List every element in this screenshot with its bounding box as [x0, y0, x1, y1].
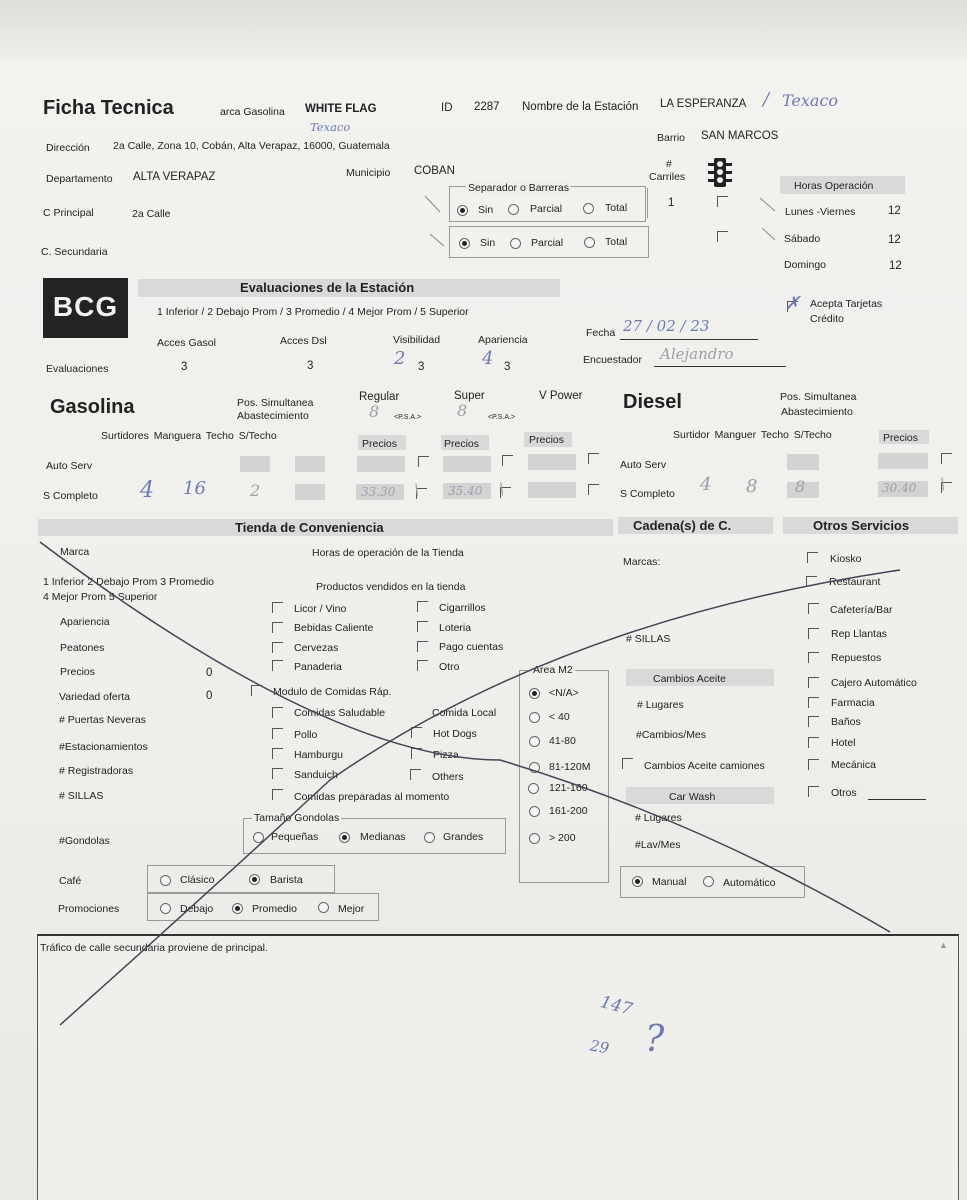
eval-col-acces-dsl: Acces Dsl — [280, 335, 327, 347]
otros-banos-label: Baños — [831, 716, 861, 728]
csecundaria-label: C. Secundaria — [41, 246, 108, 258]
horas-row-2-hours: 12 — [889, 260, 902, 272]
diesel-scomp-hw-manguer: 8 — [746, 476, 758, 497]
horas-row-1-day: Sábado — [784, 233, 821, 245]
fecha-label: Fecha — [586, 327, 616, 339]
gasolina-scomp-hw-techo: 2 — [250, 481, 261, 500]
tienda-marca-label: Marca — [60, 546, 90, 558]
prod-panaderia-label: Panaderia — [294, 661, 342, 673]
area-lt40-label: < 40 — [549, 711, 570, 723]
gasolina-precios-2: Precios — [444, 438, 480, 450]
id-value: 2287 — [474, 101, 500, 113]
area-81-120-label: 81-120M — [549, 761, 591, 773]
acepta-check-mark: ✗ — [785, 293, 801, 314]
tamano-grandes-label: Grandes — [443, 831, 484, 843]
tamano-medianas-label: Medianas — [360, 831, 406, 843]
area-41-80-label: 41-80 — [549, 735, 576, 747]
cambios-lugares-label: # Lugares — [637, 699, 684, 711]
tienda-row-puertas: # Puertas Neveras — [59, 714, 146, 726]
diesel-scomp-label: S Completo — [620, 488, 675, 500]
encuestador-handwritten: Alejandro — [660, 345, 734, 363]
carwash-lugares-label: # Lugares — [635, 812, 682, 824]
barrio-label: Barrio — [657, 132, 686, 144]
comida-saludable-label: Comidas Saludable — [294, 707, 386, 719]
separador1-sin-label: Sin — [478, 204, 494, 216]
diesel-scomp-hw-price: 30.40 — [882, 481, 917, 495]
eval-col-visibilidad: Visibilidad — [393, 334, 441, 346]
tamano-pequenas-label: Pequeñas — [271, 831, 319, 843]
carwash-manual-label: Manual — [652, 876, 687, 888]
eval-col-acces-gasol: Acces Gasol — [157, 337, 216, 349]
cadena-title: Cadena(s) de C. — [633, 518, 732, 533]
otros-title: Otros Servicios — [813, 518, 910, 533]
municipio-label: Municipio — [346, 167, 391, 179]
eval-value-acces-dsl: 3 — [307, 360, 314, 372]
marca-label: arca Gasolina — [220, 106, 285, 118]
promo-debajo-label: Debajo — [180, 903, 214, 915]
gasolina-scomp-hw-manguera: 16 — [183, 478, 206, 499]
nombre-handwritten-slash: / — [763, 89, 770, 110]
horas-title: Horas Operación — [794, 180, 874, 192]
horas-row-0-hours: 12 — [888, 205, 901, 217]
cambios-camiones-label: Cambios Aceite camiones — [644, 760, 765, 772]
comida-hotdogs-label: Hot Dogs — [433, 728, 477, 740]
carwash-lav-label: #Lav/Mes — [635, 839, 681, 851]
tienda-row-precios: Precios — [60, 666, 96, 678]
tienda-scale-2: 4 Mejor Prom 5 Superior — [43, 591, 158, 603]
area-121-160-label: 121-160 — [549, 782, 588, 794]
comida-others-label: Others — [432, 771, 464, 783]
eval-col-apariencia: Apariencia — [478, 334, 528, 346]
diesel-auto-label: Auto Serv — [620, 459, 667, 471]
gasolina-pos-sim: Pos. Simultanea — [237, 397, 314, 409]
acepta-label: Acepta Tarjetas — [810, 298, 883, 310]
otros-otros-label: Otros — [831, 787, 857, 799]
nombre-handwritten: Texaco — [782, 91, 839, 110]
comidas-prep-label: Comidas preparadas al momento — [294, 791, 450, 803]
comida-pizza-label: Pizza — [433, 749, 459, 761]
promociones-label: Promociones — [58, 903, 120, 915]
diesel-abast: Abastecimiento — [781, 406, 853, 418]
comida-hamburgu-label: Hamburgu — [294, 749, 344, 761]
otros-mecanica-label: Mecánica — [831, 759, 876, 771]
otros-hotel-label: Hotel — [831, 737, 856, 749]
diesel-scomp-mark: \ — [940, 474, 946, 493]
cprincipal-value: 2a Calle — [132, 208, 171, 220]
eval-value-apariencia: 3 — [504, 361, 511, 373]
cafe-clasico-label: Clásico — [180, 874, 215, 886]
tienda-horas-label: Horas de operación de la Tienda — [312, 547, 464, 559]
tienda-scale-1: 1 Inferior 2 Debajo Prom 3 Promedio — [43, 576, 214, 588]
eval-hw-apariencia: 4 — [482, 348, 494, 369]
tienda-row-peatones: Peatones — [60, 642, 105, 654]
tamano-label: Tamaño Gondolas — [254, 812, 340, 824]
gasolina-scomp-mark-2: \ — [499, 479, 505, 498]
barrio-value: SAN MARCOS — [701, 130, 779, 142]
prod-cervezas-label: Cervezas — [294, 642, 339, 654]
cadena-sillas-label: # SILLAS — [626, 633, 671, 645]
gasolina-scomp-hw-surtidores: 4 — [140, 478, 154, 503]
gasolina-precios-1: Precios — [362, 438, 398, 450]
fecha-handwritten: 27 / 02 / 23 — [623, 317, 710, 335]
evaluaciones-row-label: Evaluaciones — [46, 363, 109, 375]
gasolina-vpower-label: V Power — [539, 390, 583, 402]
gasolina-precios-3: Precios — [529, 434, 565, 446]
gasolina-super-psa: <P.S.A.> — [488, 414, 516, 421]
otros-repuestos-label: Repuestos — [831, 652, 882, 664]
direccion-value: 2a Calle, Zona 10, Cobán, Alta Verapaz, 16000, Guatemala — [113, 140, 390, 152]
comida-pollo-label: Pollo — [294, 729, 318, 741]
area-161-200-label: 161-200 — [549, 805, 588, 817]
tienda-row-apariencia: Apariencia — [60, 616, 110, 628]
diesel-scomp-hw-surtidor: 4 — [700, 474, 712, 495]
gasolina-scomp-mark-1: \ — [414, 480, 420, 499]
area-na-label: <N/A> — [549, 687, 579, 699]
gasolina-regular-psa: <P.S.A.> — [394, 414, 422, 421]
diesel-precios: Precios — [883, 432, 919, 444]
comida-sanduich-label: Sanduich — [294, 769, 338, 781]
nombre-value: LA ESPERANZA — [660, 98, 747, 110]
gasolina-auto-label: Auto Serv — [46, 460, 93, 472]
carwash-auto-label: Automático — [723, 877, 776, 889]
prod-bebidas-label: Bebidas Caliente — [294, 622, 374, 634]
evaluaciones-title: Evaluaciones de la Estación — [240, 280, 415, 295]
separador2-sin-label: Sin — [480, 237, 496, 249]
gasolina-cols: Surtidores Manguera Techo S/Techo — [101, 430, 277, 442]
eval-hw-visibilidad: 2 — [394, 348, 406, 369]
cafe-label: Café — [59, 875, 82, 887]
encuestador-label: Encuestador — [583, 354, 642, 366]
notes-handwritten-3: ? — [645, 1019, 665, 1060]
diesel-title: Diesel — [623, 391, 682, 413]
departamento-label: Departamento — [46, 173, 113, 185]
area-title: Area M2 — [533, 664, 573, 676]
tienda-row-precios-value: 0 — [206, 667, 213, 679]
id-label: ID — [441, 102, 453, 114]
municipio-value: COBAN — [414, 165, 455, 177]
prod-pago-label: Pago cuentas — [439, 641, 504, 653]
separador1-total-label: Total — [605, 202, 628, 214]
promo-promedio-label: Promedio — [252, 903, 297, 915]
cadena-marcas-label: Marcas: — [623, 556, 661, 568]
gasolina-abast: Abastecimiento — [237, 410, 309, 422]
notes-text: Tráfico de calle secundaria proviene de principal. — [40, 942, 268, 954]
carwash-title: Car Wash — [669, 791, 716, 803]
tienda-row-sillas: # SILLAS — [59, 790, 104, 802]
horas-row-0-day: Lunes -Viernes — [785, 206, 856, 218]
gasolina-scomp-label: S Completo — [43, 490, 98, 502]
otros-cafeteria-label: Cafetería/Bar — [830, 604, 893, 616]
tienda-productos-label: Productos vendidos en la tienda — [316, 581, 466, 593]
area-gt200-label: > 200 — [549, 832, 576, 844]
horas-row-2-day: Domingo — [784, 259, 827, 271]
modulo-comidas-label: Modulo de Comidas Ráp. — [273, 686, 392, 698]
prod-licor-label: Licor / Vino — [294, 603, 347, 615]
marca-handwritten: Texaco — [310, 120, 351, 134]
gasolina-super-hw: 8 — [457, 401, 468, 420]
gasolina-regular-label: Regular — [359, 391, 400, 403]
otros-farmacia-label: Farmacia — [831, 697, 875, 709]
prod-cigarrillos-label: Cigarrillos — [439, 602, 486, 614]
gasolina-scomp-hw-price-2: 35.40 — [448, 484, 483, 498]
diesel-cols: Surtidor Manguer Techo S/Techo — [673, 429, 832, 441]
tienda-row-variedad: Variedad oferta — [59, 691, 131, 703]
page-title: Ficha Tecnica — [43, 97, 174, 119]
prod-loteria-label: Loteria — [439, 622, 472, 634]
horas-row-1-hours: 12 — [888, 234, 901, 246]
separador2-total-label: Total — [605, 236, 628, 248]
carriles-value: 1 — [668, 197, 675, 209]
nombre-label: Nombre de la Estación — [522, 101, 639, 113]
notes-handwritten-1: 147 — [597, 992, 635, 1020]
credito-label: Crédito — [810, 313, 844, 325]
tienda-row-variedad-value: 0 — [206, 690, 213, 702]
cprincipal-label: C Principal — [43, 207, 94, 219]
carriles-hash: # — [666, 158, 672, 170]
tienda-gondolas-label: #Gondolas — [59, 835, 110, 847]
gasolina-regular-hw: 8 — [369, 402, 380, 421]
comida-local-label: Comida Local — [432, 707, 497, 719]
otros-llantas-label: Rep Llantas — [831, 628, 888, 640]
eval-value-visibilidad: 3 — [418, 361, 425, 373]
carriles-label: Carriles — [649, 171, 686, 183]
bcg-logo-text: BCG — [52, 291, 119, 322]
otros-cajero-label: Cajero Automático — [831, 677, 917, 689]
cafe-barista-label: Barista — [270, 874, 303, 886]
gasolina-super-label: Super — [454, 390, 485, 402]
prod-otro-label: Otro — [439, 661, 460, 673]
direccion-label: Dirección — [46, 142, 90, 154]
otros-restaurant-label: Restaurant — [829, 576, 881, 588]
separador-label: Separador o Barreras — [468, 182, 569, 194]
tienda-title: Tienda de Conveniencia — [235, 520, 384, 535]
cambios-mes-label: #Cambios/Mes — [636, 729, 707, 741]
cambios-title: Cambios Aceite — [653, 673, 726, 685]
otros-kiosko-label: Kiosko — [830, 553, 862, 565]
scroll-up-icon[interactable]: ▲ — [939, 940, 948, 950]
promo-mejor-label: Mejor — [338, 903, 365, 915]
diesel-scomp-hw-techo: 8 — [795, 477, 806, 496]
gasolina-scomp-hw-price-1: 33.30 — [361, 485, 396, 499]
marca-value: WHITE FLAG — [305, 103, 377, 115]
evaluaciones-scale: 1 Inferior / 2 Debajo Prom / 3 Promedio / 4 Mejor Prom / 5 Superior — [157, 306, 469, 318]
tienda-row-estacionamientos: #Estacionamientos — [59, 741, 148, 753]
tienda-row-registradoras: # Registradoras — [59, 765, 134, 777]
eval-value-acces-gasol: 3 — [181, 361, 188, 373]
notes-handwritten-2: 29 — [588, 1036, 611, 1058]
separador1-parcial-label: Parcial — [530, 203, 563, 215]
departamento-value: ALTA VERAPAZ — [133, 171, 216, 183]
diesel-pos-sim: Pos. Simultanea — [780, 391, 857, 403]
gasolina-title: Gasolina — [50, 396, 135, 418]
separador2-parcial-label: Parcial — [531, 237, 564, 249]
